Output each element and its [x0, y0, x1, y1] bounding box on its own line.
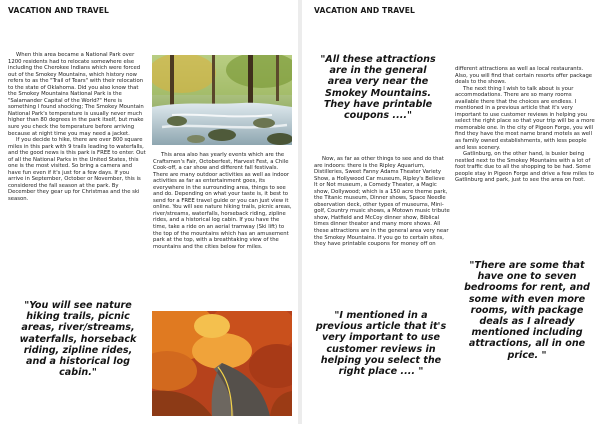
- right-col2-lead: different attractions as well as local restaurants. Also, you will find that certain resorts offer package deals to the shows.: [455, 66, 593, 86]
- left-pull-quote: "You will see nature hiking trails, picnic areas, river/streams, waterfalls, horseback riding, zipline rides, and a historical log cabin.": [19, 300, 137, 379]
- left-page: [0, 0, 298, 424]
- right-pull-quote-1: "All these attractions are in the general area very near the Smokey Mountains. They have printable coupons ....": [320, 54, 436, 122]
- left-col1-paragraph-1: When this area became a National Park over 1200 residents had to relocate somewhere else including the Cherokee Indians which were forced out of the Smokey Mountains, which history now refers to as the "Trail of Tears" with their relocation to the state of Oklahoma. Did you also know that the Smokey Mountains National Park is the "Salamander Capital of the World?" Here is something I found shocking; The Smokey Mountain National Park's temperature is usually never much higher than 80 degrees in the park itself, but make sure you check the temperature before arriving because at night time you may need a jacket.: [8, 52, 144, 137]
- autumn-road-photo: [152, 311, 292, 416]
- forest-stream-photo: [152, 55, 292, 145]
- left-col1-paragraph-2: If you decide to hike, there are over 800 square miles in this park with 9 trails leading to waterfalls, and the good news is this park is FREE to enter. Out of all the National Parks in the United States, this one is the most visited. So bring a camera and have fun even if it's just for a few days. If you arrive in September, October or November, this is considered the fall season at the park. By December they gear up for Christmas and the ski season.: [8, 137, 146, 203]
- right-col1-paragraph-1: Now, as far as other things to see and do that are indoors: there is the Ripley Aquarium, Distilleries, Sweet Fanny Adams Theater Variety Show, a Hollywood Car museum, Ripley's Believe It or Not museum, a Comedy Theater, a Magic show, Dollywood; which is a 150 acre theme park, the Titanic museum, Dinner shows, Space Needle observation deck, other types of museums, Mini-golf, Country music shows, a Motown music tribute show, Hatfield and McCoy dinner show, Biblical times dinner theater and many more shows. All these attractions are in the general area very near the Smokey Mountains. If you go to certain sites, they have printable coupons for money off on: [314, 156, 450, 248]
- left-column-2: [153, 152, 293, 250]
- right-column-1: [314, 156, 450, 248]
- right-page: [302, 0, 600, 424]
- right-column-2: [455, 66, 595, 184]
- left-col2-paragraph-1: This area also has yearly events which are the Craftsmen's Fair, Octoberfest, Harvest Fest, a Chile Cook-off, a car show and different fall festivals. There are many outdoor activities as well as indoor activities as far as entertainment goes, its everywhere in the surrounding area, things to see and do. Depending on what your taste is, it best to send for a FREE travel guide or you can just view it online. You will see nature hiking trails, picnic areas, river/streams, waterfalls, horseback riding, zipline rides, and a historical log cabin. If you have the time, take a ride on an aerial tramway (Ski lift) to the top of the mountains which has an amusement park at the top, with a breathtaking view of the mountains and the cities below for miles.: [153, 152, 292, 250]
- left-column-1: [8, 52, 146, 203]
- right-pull-quote-2: "I mentioned in a previous article that it's very important to use customer reviews in helping you select the right place .... ": [315, 310, 447, 378]
- right-col2-paragraph-2: Gatlinburg, on the other hand, is busier being nestled next to the Smokey Mountains with a lot of foot traffic due to all the shopping to be had. Some people stay in Pigeon Forge and drive a few miles to Gatlinburg and park, just to see the area on foot.: [455, 151, 594, 184]
- right-page-header: VACATION AND TRAVEL: [314, 6, 415, 15]
- left-page-header: VACATION AND TRAVEL: [8, 6, 109, 15]
- right-col2-paragraph-1: The next thing I wish to talk about is your accommodations. There are so many rooms available there that the choices are endless. I mentioned in a previous article that it's very important to use customer reviews in helping you select the right place so that your trip will be a more memorable one. In the city of Pigeon Forge, you will find they have the most name brand motels as well as family owned establishments, with less people and less scenery.: [455, 85, 595, 151]
- right-pull-quote-3: "There are some that have one to seven bedrooms for rent, and some with even more rooms, with package deals as I already mentioned including attractions, all in one price. ": [464, 260, 590, 361]
